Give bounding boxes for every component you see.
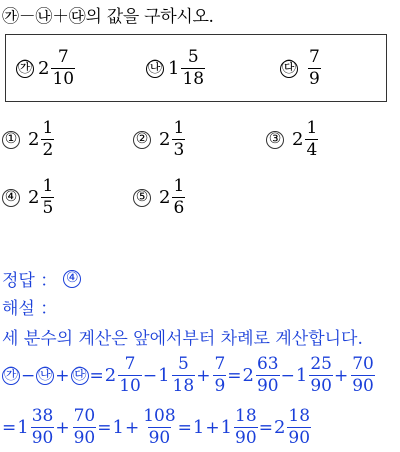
solution-line-1: ㉮ − ㉯ + ㉰ = 2 $\frac{7}{10}$ − 1 $\frac{5}{18}$ + $\frac{7}{9}$ = 2 $\frac{63}{90}$ − 1 $\frac{25}{90}$ + $\frac{70}{90}$ (4, 354, 374, 396)
choice-4[interactable]: ④ 2 $\frac{1}{5}$ (2, 178, 54, 217)
explanation-text: 세 분수의 계산은 앞에서부터 차례로 계산합니다. (2, 329, 363, 349)
fraction: $\frac{7}{10}$ (52, 47, 75, 89)
mark-na: ㉯ (38, 366, 53, 383)
fraction: $\frac{7}{9}$ (309, 47, 320, 89)
choice-2[interactable]: ② 2 $\frac{1}{3}$ (133, 120, 185, 159)
mark-na: ㉯ (148, 59, 162, 76)
question-text: ㉮－㉯＋㉰의 값을 구하시오. (2, 7, 214, 27)
given-na: ㉯ 1 $\frac{5}{18}$ (148, 47, 205, 89)
answer-line (2, 266, 81, 291)
mark-ga: ㉮ (4, 366, 18, 383)
answer-label: 정답 ： (2, 271, 58, 291)
given-box (5, 34, 387, 102)
solution-line-2: = 1 $\frac{38}{90}$ + $\frac{70}{90}$ = 1 + $\frac{108}{90}$ = 1 + 1 $\frac{18}{90}$ = 2 $\frac{18}{90}$ (2, 406, 311, 448)
answer-value: ④ (63, 270, 81, 288)
choice-5[interactable]: ⑤ 2 $\frac{1}{6}$ (133, 178, 185, 217)
mark-da: ㉰ (72, 366, 87, 383)
mark-ga: ㉮ (18, 59, 32, 76)
choice-1[interactable]: ① 2 $\frac{1}{2}$ (2, 120, 54, 159)
fraction: $\frac{5}{18}$ (182, 47, 205, 89)
explanation-label: 해설 ： (2, 299, 58, 319)
mark-da: ㉰ (282, 59, 296, 76)
given-da (280, 49, 321, 88)
given-ga: ㉮ 2 $\frac{7}{10}$ (18, 47, 75, 89)
choice-3[interactable]: ③ 2 $\frac{1}{4}$ (266, 120, 318, 159)
